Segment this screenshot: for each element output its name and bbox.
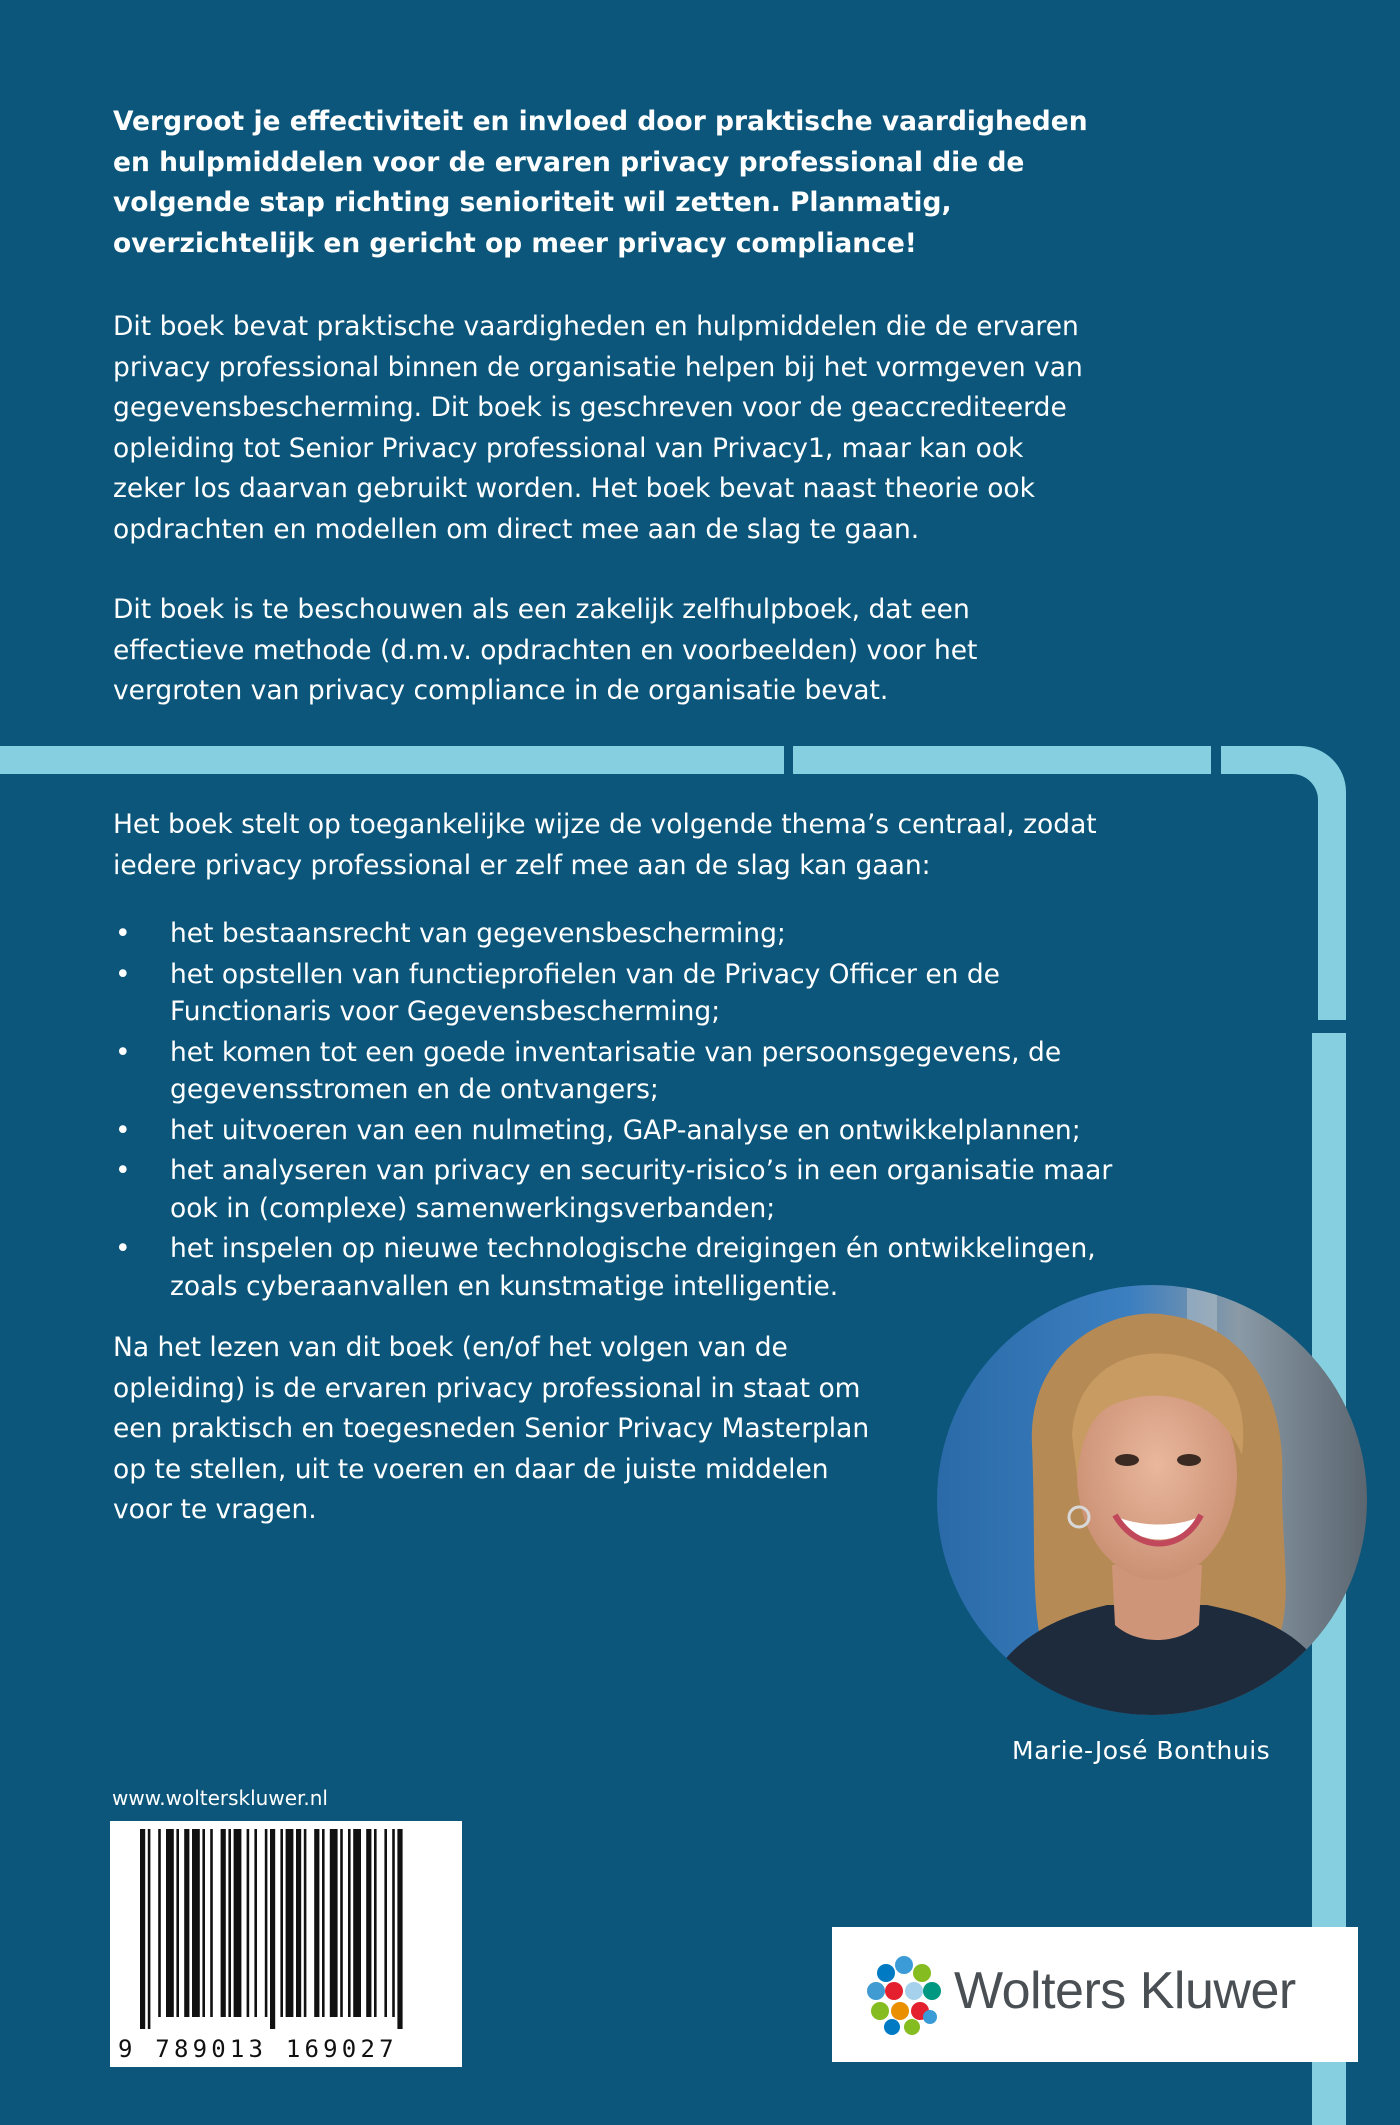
barcode-bar	[265, 1829, 268, 2017]
barcode-bar	[228, 1829, 231, 2017]
barcode-bar	[176, 1829, 179, 2017]
list-item: • het analyseren van privacy en security-risico’s in een organisatie maar ook in (complexe) samenwerkingsverbanden;	[113, 1152, 1113, 1227]
themes-intro: Het boek stelt op toegankelijke wijze de volgende thema’s centraal, zodat iedere privacy professional er zelf mee aan de slag kan gaan:	[113, 809, 1097, 881]
description-paragraph-2: Dit boek is te beschouwen als een zakelijk zelfhulpboek, dat een effectieve methode (d.m.v. opdrachten en voorbeelden) voor het vergroten van privacy compliance in de organisatie bevat.	[113, 594, 978, 706]
barcode-bars	[110, 1821, 462, 2067]
themes-list	[113, 915, 1113, 1308]
barcode-bar	[221, 1829, 226, 2017]
website-url: www.wolterskluwer.nl	[112, 1786, 328, 1810]
isbn-barcode	[110, 1821, 462, 2067]
barcode-bar	[384, 1829, 387, 2017]
isbn-digits: 9 789013 169027	[118, 2035, 398, 2063]
barcode-bar	[366, 1829, 371, 2017]
barcode-bar	[348, 1829, 351, 2017]
list-item: • het bestaansrecht van gegevensbescherming;	[113, 915, 1113, 953]
barcode-bar	[148, 1829, 151, 2029]
barcode-bar	[280, 1829, 283, 2017]
intro-text: Vergroot je effectiviteit en invloed door praktische vaardigheden en hulpmiddelen voor de ervaren privacy professional die de volgende stap richting senioriteit wil zetten. Planmatig, overzichtelijk en gericht op meer privacy compliance!	[113, 106, 1088, 259]
barcode-bar	[353, 1829, 361, 2017]
description-paragraph-1: Dit boek bevat praktische vaardigheden en hulpmiddelen die de ervaren privacy professional binnen de organisatie helpen bij het vormgeven van gegevensbescherming. Dit boek is geschreven voor de geaccrediteerde opleiding tot Senior Privacy professional van Privacy1, maar kan ook zeker los daarvan gebruikt worden. Het boek bevat naast theorie ook opdrachten en modellen om direct mee aan de slag te gaan.	[113, 311, 1083, 545]
barcode-bar	[184, 1829, 189, 2017]
barcode-bar	[330, 1829, 338, 2017]
barcode-bar	[314, 1829, 319, 2017]
bullet-icon: •	[115, 1155, 131, 1186]
barcode-bar	[322, 1829, 325, 2017]
barcode-bar	[340, 1829, 343, 2017]
bullet-icon: •	[115, 1233, 131, 1264]
author-photo	[937, 1285, 1367, 1715]
barcode-bar	[158, 1829, 161, 2017]
list-item: • het uitvoeren van een nulmeting, GAP-analyse en ontwikkelplannen;	[113, 1112, 1113, 1150]
author-name: Marie-José Bonthuis	[1012, 1736, 1271, 1765]
barcode-bar	[202, 1829, 205, 2017]
bullet-icon: •	[115, 1036, 131, 1068]
closing-paragraph: Na het lezen van dit boek (en/of het volgen van de opleiding) is de ervaren privacy professional in staat om een praktisch en toegesneden Senior Privacy Masterplan op te stellen, uit te voeren en daar de juiste middelen voor te vragen.	[113, 1332, 870, 1525]
barcode-bar	[397, 1829, 402, 2029]
barcode-bar	[234, 1829, 242, 2017]
barcode-bar	[247, 1829, 250, 2017]
list-item: • het komen tot een goede inventarisatie van persoonsgegevens, de gegevensstromen en de ontvangers;	[113, 1034, 1113, 1109]
barcode-bar	[254, 1829, 257, 2017]
barcode-bar	[192, 1829, 200, 2017]
bullet-icon: •	[115, 958, 131, 990]
barcode-bar	[270, 1829, 275, 2029]
publisher-logo	[832, 1927, 1358, 2062]
bullet-icon: •	[115, 1114, 131, 1146]
barcode-bar	[296, 1829, 301, 2017]
barcode-bar	[392, 1829, 395, 2017]
barcode-bar	[166, 1829, 174, 2017]
barcode-bar	[210, 1829, 213, 2017]
wolters-kluwer-mark-icon	[864, 1955, 944, 2035]
publisher-name: Wolters Kluwer	[954, 1962, 1296, 2020]
barcode-bar	[286, 1829, 294, 2017]
list-item: • het inspelen op nieuwe technologische dreigingen én ontwikkelingen, zoals cyberaanvallen en kunstmatige intelligentie.	[113, 1230, 1113, 1305]
barcode-bar	[304, 1829, 307, 2017]
barcode-bar	[374, 1829, 377, 2017]
list-item: • het opstellen van functieprofielen van de Privacy Officer en de Functionaris voor Gegevensbescherming;	[113, 956, 1113, 1031]
bullet-icon: •	[115, 918, 131, 949]
barcode-bar	[140, 1829, 145, 2029]
